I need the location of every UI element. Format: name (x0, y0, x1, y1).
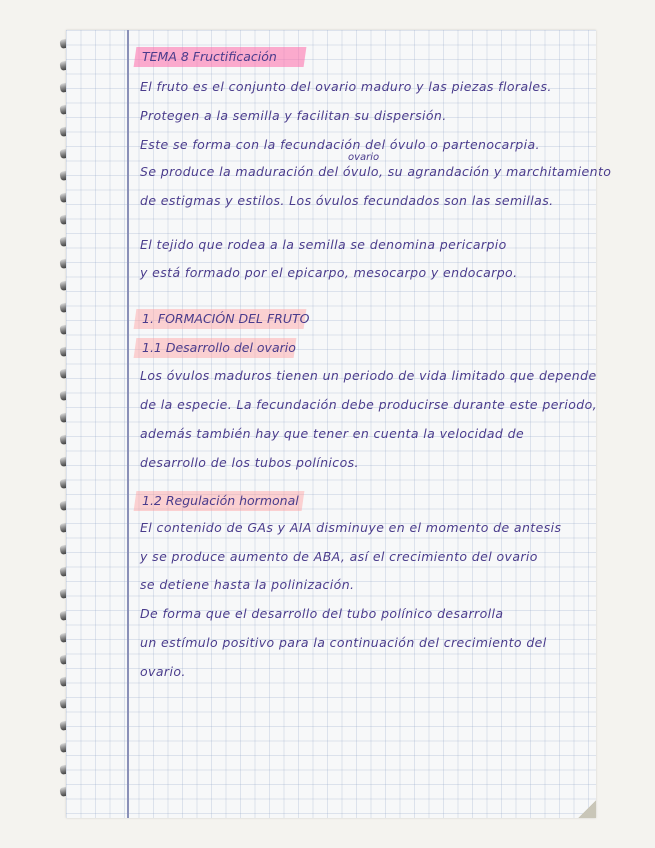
page-title: TEMA 8 Fructificación (142, 49, 277, 64)
text-line: además también hay que tener en cuenta la velocidad de (140, 426, 525, 441)
text-line: Los óvulos maduros tienen un periodo de vida limitado que depende (140, 368, 597, 383)
text-line: El fruto es el conjunto del ovario maduro y las piezas florales. (140, 79, 552, 94)
margin-line (127, 30, 129, 818)
text-line: El tejido que rodea a la semilla se denomina pericarpio (140, 237, 507, 252)
text-line: de estigmas y estilos. Los óvulos fecundados son las semillas. (140, 193, 554, 208)
text-line: Protegen a la semilla y facilitan su dispersión. (140, 108, 447, 123)
subsection-heading: 1.2 Regulación hormonal (142, 493, 299, 508)
text-line: Se produce la maduración del óvulo, su agrandación y marchitamiento (140, 164, 612, 179)
text-line: un estímulo positivo para la continuación del crecimiento del (140, 635, 547, 650)
text-line: de la especie. La fecundación debe producirse durante este periodo, (140, 397, 598, 412)
text-line: se detiene hasta la polinización. (140, 577, 355, 592)
text-line: De forma que el desarrollo del tubo polínico desarrolla (140, 606, 504, 621)
text-line: ovario. (140, 664, 186, 679)
text-line: y se produce aumento de ABA, así el crecimiento del ovario (140, 549, 538, 564)
page-corner (578, 800, 596, 818)
subsection-heading: 1.1 Desarrollo del ovario (142, 340, 296, 355)
text-line: y está formado por el epicarpo, mesocarpo y endocarpo. (140, 265, 518, 280)
text-line: desarrollo de los tubos polínicos. (140, 455, 359, 470)
section-heading: 1. FORMACIÓN DEL FRUTO (142, 311, 310, 326)
text-line: El contenido de GAs y AIA disminuye en el momento de antesis (140, 520, 562, 535)
text-line: Este se forma con la fecundación del óvulo o partenocarpia. (140, 137, 540, 152)
inserted-word: ovario (348, 152, 380, 163)
